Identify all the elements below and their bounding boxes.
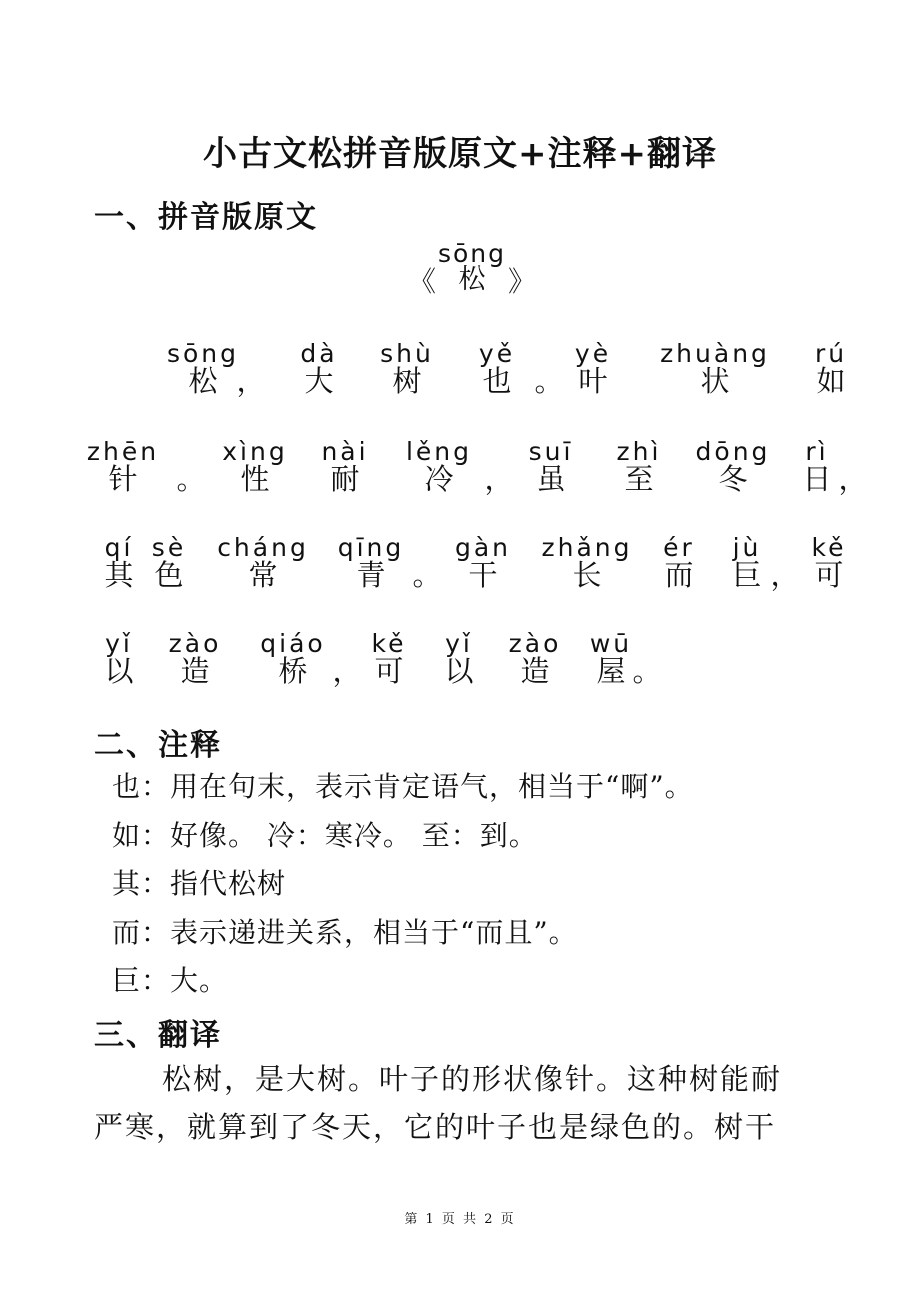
poem-title-open-bracket: 《 [408,265,437,298]
syllable-hanzi: 日 [802,462,832,496]
poem-punctuation: ， [770,558,800,592]
page-footer: 第 1 页 共 2 页 [404,1212,516,1227]
poem-syllable [218,534,308,604]
syllable-hanzi: 可 [374,654,404,688]
poem-syllable [660,339,770,410]
syllable-hanzi: 青 [356,558,386,592]
syllable-hanzi: 以 [444,654,474,688]
poem-syllable [548,340,638,410]
syllable-hanzi: 冷 [424,462,454,496]
syllable-hanzi: 树 [392,364,422,398]
syllable-hanzi: 虽 [536,462,566,496]
poem-syllable [394,438,484,508]
section-heading-original: 一、拼音版原文 [94,200,318,235]
syllable-hanzi: 如 [816,364,846,398]
syllable-pinyin: zhǎng [541,533,633,562]
translation-line: 严寒，就算到了冬天，它的叶子也是绿色的。树干 [94,1110,777,1144]
poem-punctuation: 。 [534,364,564,398]
syllable-pinyin: zhì [616,437,662,466]
poem-syllable [326,534,416,604]
poem-line [0,438,920,508]
syllable-pinyin: yǐ [105,629,133,658]
syllable-hanzi: 而 [664,558,694,592]
syllable-pinyin: rú [814,339,848,368]
note-item: 而：表示递进关系，相当于“而且”。 [112,916,578,949]
syllable-pinyin: shù [380,339,434,368]
syllable-pinyin: nài [321,437,369,466]
syllable-pinyin: zào [168,629,222,658]
syllable-hanzi: 巨 [732,558,762,592]
syllable-hanzi: 耐 [330,462,360,496]
syllable-hanzi: 性 [240,462,270,496]
poem-line [0,534,920,604]
syllable-hanzi: 可 [814,558,844,592]
syllable-hanzi: 其 [104,558,134,592]
translation-line: 松树，是大树。叶子的形状像针。这种树能耐 [162,1062,783,1096]
syllable-pinyin: zhuàng [660,339,770,368]
syllable-pinyin: qīng [337,533,405,562]
syllable-hanzi: 叶 [578,364,608,398]
note-item: 如：好像。 冷：寒冷。 至：到。 [112,819,538,852]
syllable-hanzi: 长 [572,558,602,592]
poem-punctuation: 。 [412,558,442,592]
syllable-hanzi: 冬 [718,462,748,496]
syllable-pinyin: cháng [217,533,309,562]
syllable-hanzi: 造 [180,654,210,688]
poem-line [0,340,920,410]
syllable-hanzi: 造 [520,654,550,688]
syllable-pinyin: ér [663,533,695,562]
syllable-hanzi: 以 [104,654,134,688]
syllable-pinyin: qiáo [260,629,326,658]
syllable-hanzi: 针 [108,462,138,496]
page-title: 小古文松拼音版原文+注释+翻译 [203,134,717,174]
syllable-hanzi: 常 [248,558,278,592]
syllable-hanzi: 大 [304,364,334,398]
syllable-pinyin: gàn [454,533,512,562]
poem-title [408,240,538,300]
syllable-pinyin: xìng [222,437,288,466]
poem-title-hanzi: 松 [458,264,486,295]
syllable-pinyin: lěng [405,437,473,466]
poem-syllable [784,534,874,604]
syllable-pinyin: kě [811,533,847,562]
syllable-hanzi: 色 [154,558,184,592]
syllable-pinyin: dōng [695,437,771,466]
poem-punctuation: 。 [176,462,206,496]
syllable-pinyin: yǐ [445,629,473,658]
syllable-pinyin: yě [478,339,516,368]
syllable-pinyin: jù [732,533,762,562]
poem-syllable [78,438,168,508]
note-item: 也：用在句末，表示肯定语气，相当于“啊”。 [112,770,694,803]
poem-syllable [786,340,876,410]
syllable-hanzi: 屋 [596,654,626,688]
syllable-pinyin: zhēn [86,437,160,466]
poem-punctuation: ， [838,462,868,496]
syllable-pinyin: qí [104,533,134,562]
section-heading-notes: 二、注释 [94,728,222,763]
syllable-hanzi: 状 [700,364,730,398]
syllable-pinyin: suī [528,437,574,466]
note-item: 巨：大。 [112,964,229,997]
syllable-hanzi: 至 [624,462,654,496]
poem-title-pinyin: sōng [437,239,507,268]
poem-punctuation: ， [332,654,362,688]
poem-line [0,630,920,700]
syllable-pinyin: rì [805,437,829,466]
poem-punctuation: ， [236,364,266,398]
poem-punctuation: 。 [632,654,662,688]
note-item: 其：指代松树 [112,867,287,900]
syllable-pinyin: yè [574,339,612,368]
syllable-hanzi: 干 [468,558,498,592]
syllable-hanzi: 桥 [278,654,308,688]
poem-title-close-bracket: 》 [508,265,537,298]
poem-syllable [158,340,248,410]
syllable-pinyin: kě [371,629,407,658]
syllable-pinyin: sè [151,533,187,562]
section-heading-translation: 三、翻译 [94,1018,222,1053]
syllable-pinyin: zào [508,629,562,658]
syllable-hanzi: 也 [482,364,512,398]
poem-punctuation: ， [484,462,514,496]
syllable-pinyin: wū [589,629,633,658]
syllable-pinyin: sōng [166,339,240,368]
syllable-pinyin: dà [300,339,338,368]
syllable-hanzi: 松 [188,364,218,398]
